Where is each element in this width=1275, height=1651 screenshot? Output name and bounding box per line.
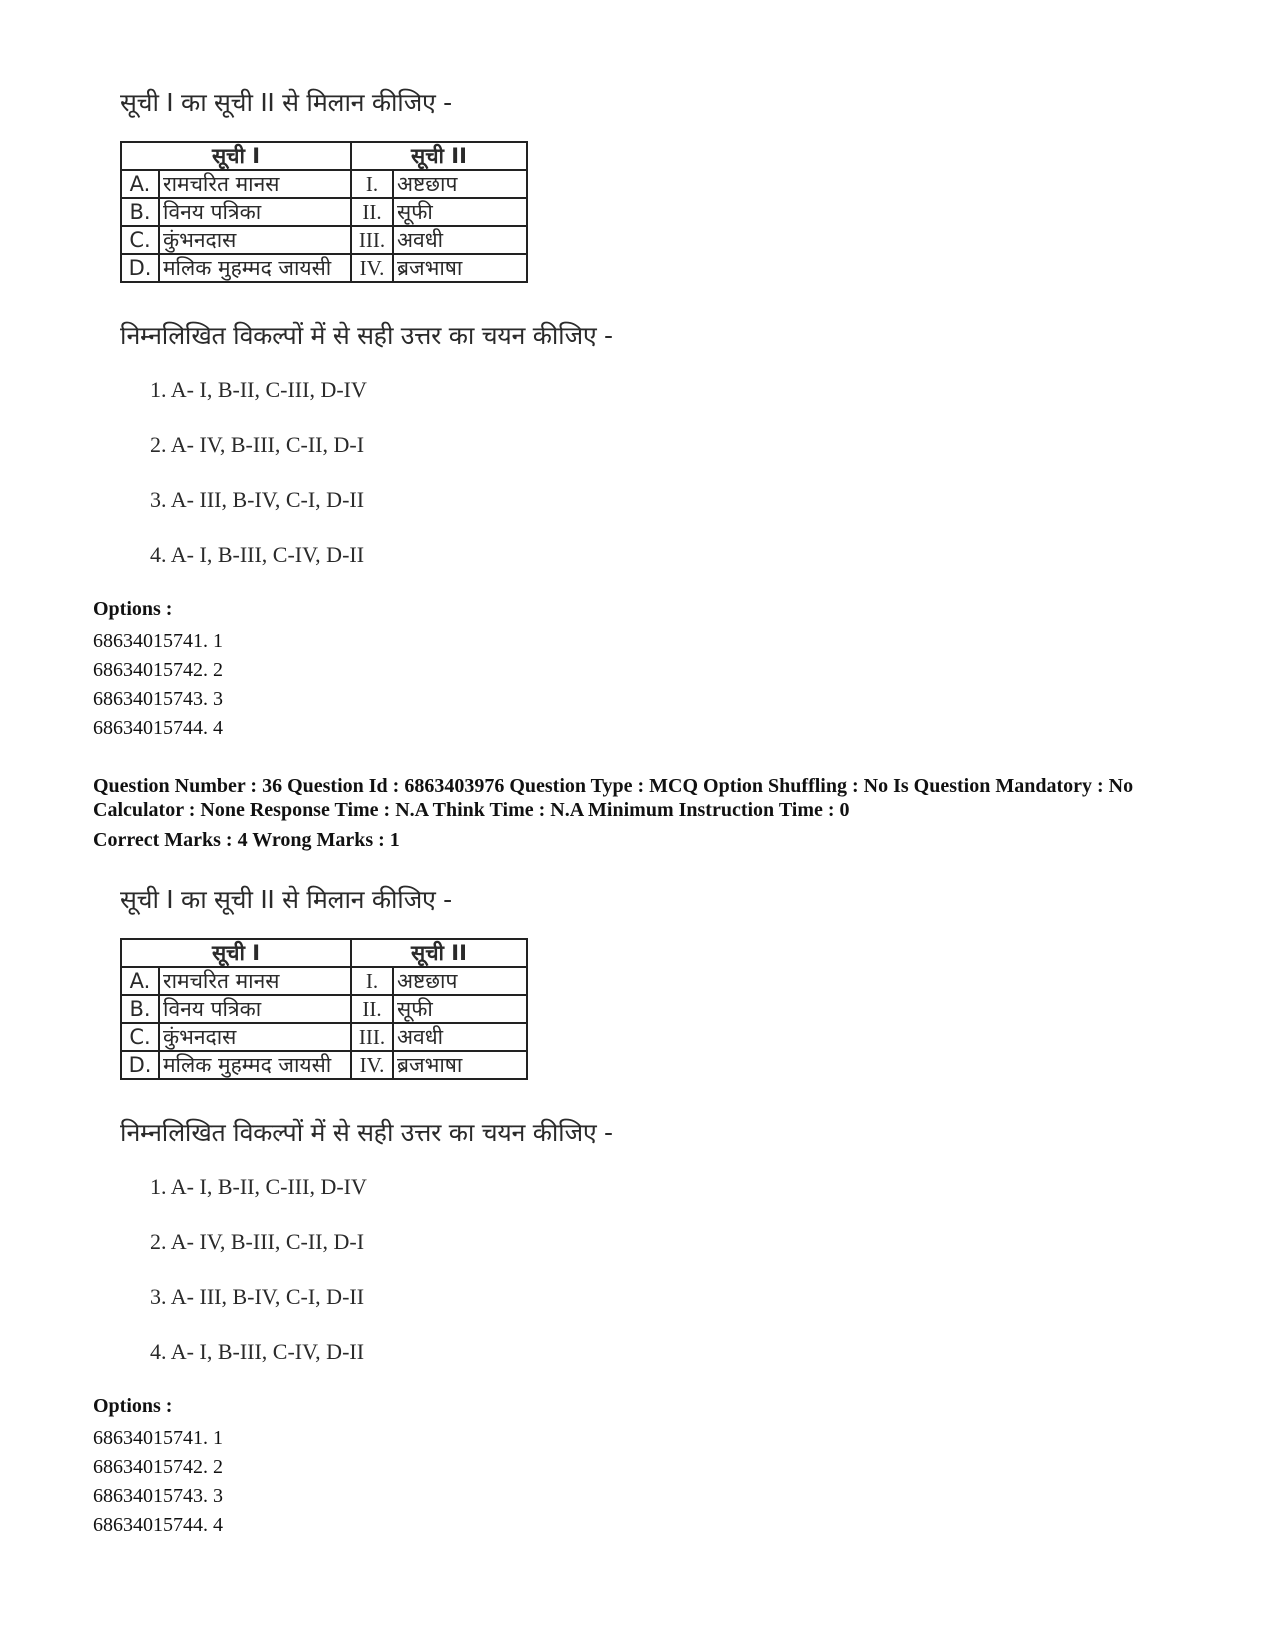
answer-choice: 2. A- IV, B-III, C-II, D-I xyxy=(150,432,365,457)
row-item: कुंभनदास xyxy=(159,226,351,254)
row-item-2: ब्रजभाषा xyxy=(393,1051,527,1079)
table-header-list-1: सूची I xyxy=(121,939,351,967)
row-letter: C. xyxy=(121,1023,159,1051)
row-roman: II. xyxy=(351,995,393,1023)
table-row xyxy=(121,1051,527,1079)
options-heading: Options : xyxy=(93,598,173,620)
option-item: 68634015742. 2 xyxy=(93,659,223,681)
row-roman: IV. xyxy=(351,254,393,282)
table-row xyxy=(121,1023,527,1051)
answer-choice: 3. A- III, B-IV, C-I, D-II xyxy=(150,487,365,512)
row-item: मलिक मुहम्मद जायसी xyxy=(159,1051,351,1079)
table-header-list-2: सूची II xyxy=(351,142,527,170)
row-roman: III. xyxy=(351,1023,393,1051)
option-item: 68634015743. 3 xyxy=(93,1485,223,1507)
option-item: 68634015744. 4 xyxy=(93,717,223,739)
match-table xyxy=(120,141,528,283)
match-table xyxy=(120,938,528,1080)
question-marks: Correct Marks : 4 Wrong Marks : 1 xyxy=(93,829,400,851)
answer-choices xyxy=(150,1172,367,1392)
option-item: 68634015741. 1 xyxy=(93,630,223,652)
row-roman: I. xyxy=(351,170,393,198)
question-prompt: सूची I का सूची II से मिलान कीजिए - xyxy=(120,88,452,117)
row-item: मलिक मुहम्मद जायसी xyxy=(159,254,351,282)
row-letter: C. xyxy=(121,226,159,254)
row-item-2: सूफी xyxy=(393,198,527,226)
row-letter: D. xyxy=(121,254,159,282)
option-item: 68634015744. 4 xyxy=(93,1514,223,1536)
table-row xyxy=(121,226,527,254)
row-roman: III. xyxy=(351,226,393,254)
row-item: विनय पत्रिका xyxy=(159,995,351,1023)
question-instruction: निम्नलिखित विकल्पों में से सही उत्तर का चयन कीजिए - xyxy=(120,1118,613,1147)
row-letter: B. xyxy=(121,995,159,1023)
row-item-2: अवधी xyxy=(393,226,527,254)
question-instruction: निम्नलिखित विकल्पों में से सही उत्तर का चयन कीजिए - xyxy=(120,321,613,350)
row-item-2: सूफी xyxy=(393,995,527,1023)
row-letter: A. xyxy=(121,967,159,995)
question-meta: Question Number : 36 Question Id : 6863403976 Question Type : MCQ Option Shuffling : No Is Question Mandatory : No Calculator : None Response Time : N.A Think Time : N.A Minimum Instruction Time : 0 xyxy=(93,775,1134,821)
answer-choice: 4. A- I, B-III, C-IV, D-II xyxy=(150,542,365,567)
table-header-list-1: सूची I xyxy=(121,142,351,170)
options-list xyxy=(93,1424,223,1540)
row-item-2: अवधी xyxy=(393,1023,527,1051)
answer-choice: 2. A- IV, B-III, C-II, D-I xyxy=(150,1229,365,1254)
row-letter: A. xyxy=(121,170,159,198)
table-row xyxy=(121,170,527,198)
row-item-2: अष्टछाप xyxy=(393,967,527,995)
row-item: रामचरित मानस xyxy=(159,967,351,995)
row-letter: B. xyxy=(121,198,159,226)
row-roman: II. xyxy=(351,198,393,226)
table-row xyxy=(121,995,527,1023)
option-item: 68634015743. 3 xyxy=(93,688,223,710)
table-row xyxy=(121,967,527,995)
answer-choices xyxy=(150,375,367,595)
table-header-list-2: सूची II xyxy=(351,939,527,967)
row-roman: I. xyxy=(351,967,393,995)
answer-choice: 4. A- I, B-III, C-IV, D-II xyxy=(150,1339,365,1364)
table-row xyxy=(121,198,527,226)
answer-choice: 3. A- III, B-IV, C-I, D-II xyxy=(150,1284,365,1309)
row-item: कुंभनदास xyxy=(159,1023,351,1051)
row-item-2: ब्रजभाषा xyxy=(393,254,527,282)
row-item: विनय पत्रिका xyxy=(159,198,351,226)
option-item: 68634015741. 1 xyxy=(93,1427,223,1449)
option-item: 68634015742. 2 xyxy=(93,1456,223,1478)
options-list xyxy=(93,627,223,743)
answer-choice: 1. A- I, B-II, C-III, D-IV xyxy=(150,377,367,402)
answer-choice: 1. A- I, B-II, C-III, D-IV xyxy=(150,1174,367,1199)
options-heading: Options : xyxy=(93,1395,173,1417)
row-letter: D. xyxy=(121,1051,159,1079)
row-item-2: अष्टछाप xyxy=(393,170,527,198)
table-row xyxy=(121,254,527,282)
row-roman: IV. xyxy=(351,1051,393,1079)
row-item: रामचरित मानस xyxy=(159,170,351,198)
question-prompt: सूची I का सूची II से मिलान कीजिए - xyxy=(120,885,452,914)
